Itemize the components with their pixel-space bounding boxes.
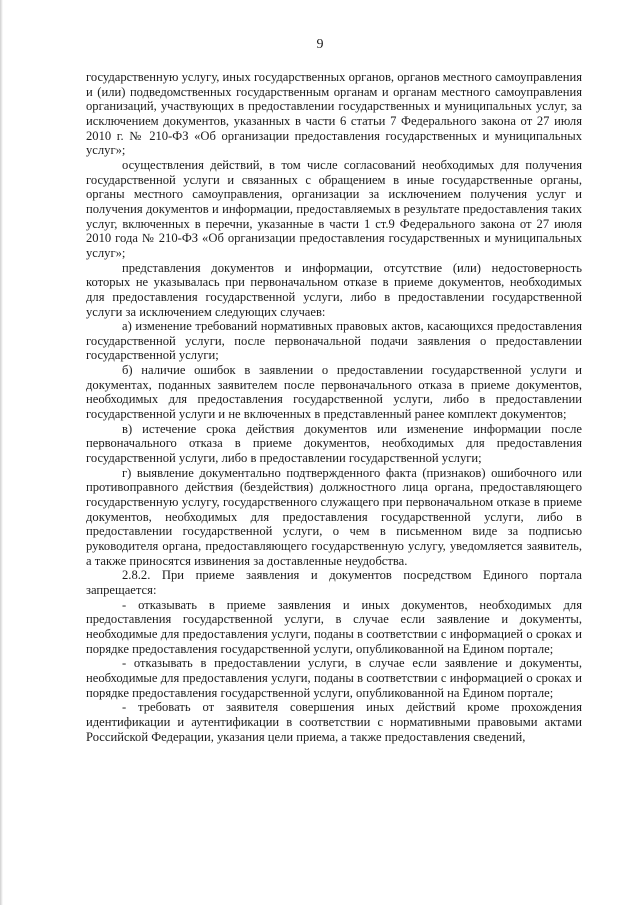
paragraph: государственную услугу, иных государственных органов, органов местного самоуправления и (или) подведомственных государственным органам и органам местного самоуправления организаций, участвующих в предоставлении государственных и муниципальных услуг, за исключением документов, указанных в части 6 статьи 7 Федерального закона от 27 июля 2010 г. № 210-ФЗ «Об организации предоставления государственных и муниципальных услуг»; (86, 70, 582, 158)
scan-edge (0, 0, 3, 905)
paragraph: осуществления действий, в том числе согласований необходимых для получения государственной услуги и связанных с обращением в иные государственные органы, органы местного самоуправления, организации за исключением получения услуг и получения документов и информации, предоставляемых в результате предоставления таких услуг, включенных в перечни, указанные в части 1 ст.9 Федерального закона от 27 июля 2010 года № 210-ФЗ «Об организации предоставления государственных и муниципальных услуг»; (86, 157, 582, 260)
list-item-v: в) истечение срока действия документов или изменение информации после первоначального отказа в приеме документов, необходимых для предоставления государственной услуги, либо в предоставлении государственной услуги; (86, 421, 582, 466)
list-item-a: а) изменение требований нормативных правовых актов, касающихся предоставления государственной услуги, после первоначальной подачи заявления о предоставлении государственной услуги; (86, 319, 582, 363)
list-item-b: б) наличие ошибок в заявлении о предоставлении государственной услуги и документах, поданных заявителем после первоначального отказа в приеме документов, необходимых для предоставления государственной услуги, либо в предоставлении государственной услуги и не включенных в представленный ранее комплект документов; (86, 363, 582, 422)
section-heading-2-8-2: 2.8.2. При приеме заявления и документов посредством Единого портала запрещается: (86, 568, 582, 597)
prohibition-item: - отказывать в приеме заявления и иных документов, необходимых для предоставления государственной услуги, в случае если заявление и документы, необходимые для предоставления услуги, поданы в соответствии с информацией о сроках и порядке предоставления государственной услуги, опубликованной на Едином портале; (86, 597, 582, 656)
page-number: 9 (316, 37, 324, 52)
list-item-g: г) выявление документально подтвержденного факта (признаков) ошибочного или противоправного действия (бездействия) должностного лица органа, предоставляющего государственную услугу, государственного служащего при первоначальном отказе в приеме документов, необходимых для предоставления государственной услуги, либо в предоставлении государственной услуги, о чем в письменном виде за подписью руководителя органа, предоставляющего государственную услугу, уведомляется заявитель, а также приносятся извинения за доставленные неудобства. (86, 465, 582, 568)
document-body (86, 70, 582, 744)
prohibition-item: - отказывать в предоставлении услуги, в случае если заявление и документы, необходимые для предоставления услуги, поданы в соответствии с информацией о сроках и порядке предоставления государственной услуги, опубликованной на Едином портале; (86, 656, 582, 700)
prohibition-item: - требовать от заявителя совершения иных действий кроме прохождения идентификации и аутентификации в соответствии с нормативными правовыми актами Российской Федерации, указания цели приема, а также предоставления сведений, (86, 700, 582, 744)
paragraph: представления документов и информации, отсутствие (или) недостоверность которых не указывалась при первоначальном отказе в приеме документов, необходимых для предоставления государственной услуги, либо в предоставлении государственной услуги за исключением следующих случаев: (86, 260, 582, 319)
